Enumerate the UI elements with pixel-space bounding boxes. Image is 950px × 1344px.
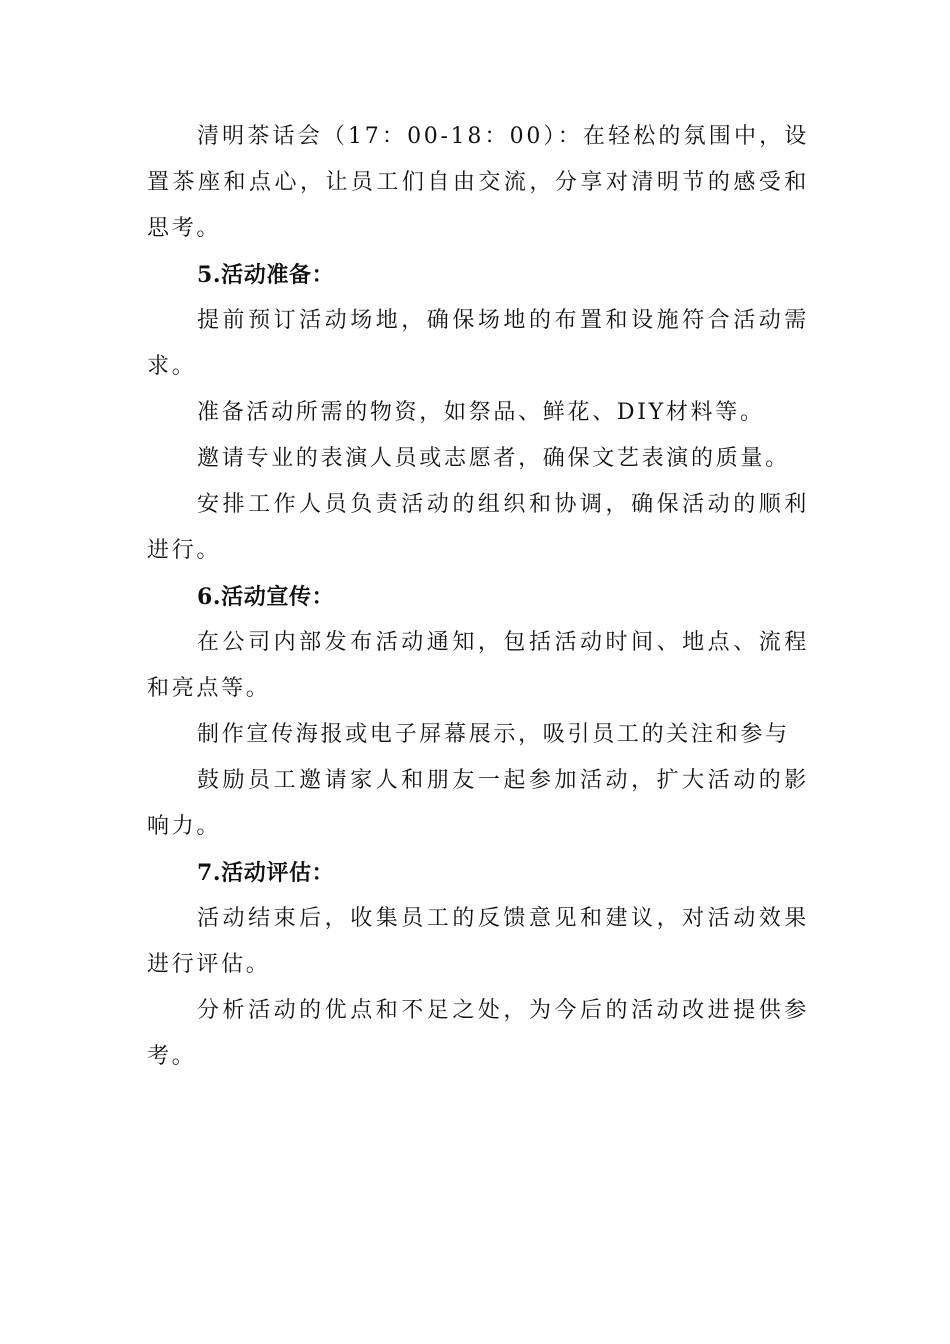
paragraph-materials: 准备活动所需的物资，如祭品、鲜花、DIY材料等。 (197, 400, 765, 425)
paragraph-posters: 制作宣传海报或电子屏幕展示，吸引员工的关注和参与 (197, 722, 790, 747)
paragraph-tea-party: 清明茶话会（17：00-18：00）：在轻松的氛围中，设置茶座和点心，让员工们自由交流，分享对清明节的感受和思考。 (147, 124, 809, 241)
section-heading-evaluation: 7.活动评估： (197, 860, 335, 886)
paragraph-feedback: 活动结束后，收集员工的反馈意见和建议，对活动效果进行评估。 (147, 906, 809, 977)
paragraph-notice: 在公司内部发布活动通知，包括活动时间、地点、流程和亮点等。 (147, 630, 809, 701)
document-page (147, 114, 809, 1080)
paragraph-staff: 安排工作人员负责活动的组织和协调，确保活动的顺利进行。 (147, 492, 809, 563)
paragraph-venue: 提前预订活动场地，确保场地的布置和设施符合活动需求。 (147, 308, 809, 379)
paragraph-invite-family: 鼓励员工邀请家人和朋友一起参加活动，扩大活动的影响力。 (147, 768, 809, 839)
paragraph-performers: 邀请专业的表演人员或志愿者，确保文艺表演的质量。 (197, 446, 790, 471)
paragraph-analysis: 分析活动的优点和不足之处，为今后的活动改进提供参考。 (147, 998, 809, 1069)
section-heading-promotion: 6.活动宣传： (197, 584, 335, 610)
section-heading-preparation: 5.活动准备： (197, 262, 335, 288)
